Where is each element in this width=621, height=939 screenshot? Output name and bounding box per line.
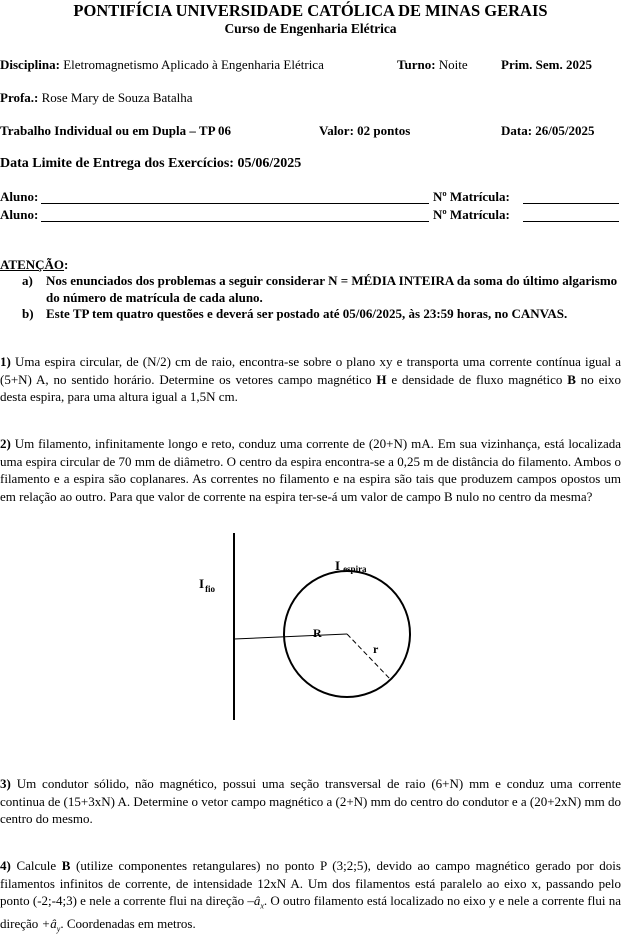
student-name-field-2[interactable] (41, 221, 429, 222)
question-number: 1) (0, 354, 11, 369)
work-value: Valor: 02 pontos (319, 123, 411, 138)
attention-title: ATENÇÃO (0, 257, 65, 272)
question-number: 4) (0, 858, 11, 873)
question-text: Uma espira circular, de (N/2) cm de raio, encontra-se sobre o plano xy e transporta uma corrente contínua igual a (5+N) A, no sentido horário. Determine os vetores campo magnético (0, 354, 621, 387)
matricula-field-2[interactable] (523, 221, 619, 222)
question-text: Um filamento, infinitamente longo e reto, conduz uma corrente de (20+N) mA. Em sua vizinhança, está localizada uma espira circular de 70 mm de diâmetro. O centro da espira encontra-se a 0,25 m de distância do filamento. Ambos o filamento e a espira são coplanares. As correntes no filamento e na espira são tais que produzem campos opostos um em relação ao outro. Para que valor de corrente na espira ter-se-á um valor de campo B nulo no centro da mesma? (0, 436, 621, 504)
professor-row (0, 90, 193, 106)
question-text: Calcule (10, 858, 62, 873)
radius-line (347, 634, 391, 680)
attention-item-text: Nos enunciados dos problemas a seguir considerar N = MÉDIA INTEIRA da soma do último algarismo do número de matrícula de cada aluno. (46, 273, 618, 305)
shift-value: Noite (438, 57, 468, 72)
university-title: PONTIFÍCIA UNIVERSIDADE CATÓLICA DE MINAS GERAIS (73, 1, 548, 20)
unit-vector-neg-x: $-â_x$ (247, 893, 264, 911)
attention-colon: : (64, 257, 69, 272)
shift-row (397, 57, 468, 73)
attention-item-label: b) (22, 306, 34, 321)
attention-item-a (22, 273, 620, 307)
attention-heading (0, 257, 68, 273)
question-4 (0, 857, 621, 939)
professor-value: Rose Mary de Souza Batalha (41, 90, 193, 105)
filament-loop-figure (0, 525, 621, 720)
question-text: Um condutor sólido, não magnético, possui uma seção transversal de raio (6+N) mm e conduz uma corrente continua de (15+3xN) A. Determine o vetor campo magnético a (2+N) mm do centro do condutor e a (20+2xN) mm do centro do mesmo. (0, 776, 621, 827)
question-text: . O outro filamento está localizado no eixo y e nele a corrente flui na direção (0, 893, 621, 932)
R-label: R (313, 626, 322, 640)
question-number: 3) (0, 776, 11, 791)
question-2 (0, 435, 621, 505)
student-label-2: Aluno: (0, 207, 39, 222)
i-espira-label: I espira (335, 558, 367, 574)
vector-h: H (376, 371, 387, 387)
question-text: (utilize componentes retangulares) no ponto P (3;2;5), devido ao campo magnético gerado por dois filamentos infinitos de corrente, de intensidade 12xN A. Um dos filamentos está paralelo ao eixo x, passando pelo ponto (-2;-4;3) e nele a corrente flui na direção (0, 858, 621, 909)
question-text: no eixo desta espira, para uma altura igual a 1,5N cm. (0, 371, 621, 405)
question-text: . Coordenadas em metros. (60, 916, 196, 932)
discipline-row (0, 57, 324, 73)
attention-item-label: a) (22, 273, 33, 288)
shift-label: Turno: (397, 57, 436, 72)
student-name-field-1[interactable] (41, 203, 429, 204)
deadline: Data Limite de Entrega dos Exercícios: 05/06/2025 (0, 156, 302, 171)
distance-line (234, 634, 347, 639)
professor-label: Profa.: (0, 90, 39, 105)
r-label: r (373, 642, 379, 656)
work-title: Trabalho Individual ou em Dupla – TP 06 (0, 123, 232, 138)
matricula-label-2: Nº Matrícula: (433, 207, 510, 222)
vector-b: B (567, 371, 576, 387)
student-label-1: Aluno: (0, 189, 39, 204)
matricula-label-1: Nº Matrícula: (433, 189, 510, 204)
unit-vector-pos-y: $+â_y$ (41, 916, 61, 934)
work-date: Data: 26/05/2025 (501, 123, 595, 138)
question-text: e densidade de fluxo magnético (386, 371, 568, 387)
semester: Prim. Sem. 2025 (501, 57, 592, 72)
question-3 (0, 775, 621, 828)
matricula-field-1[interactable] (523, 203, 619, 204)
question-1 (0, 353, 621, 406)
discipline-value: Eletromagnetismo Aplicado à Engenharia Elétrica (63, 57, 324, 72)
question-number: 2) (0, 436, 11, 451)
attention-item-text: Este TP tem quatro questões e deverá ser postado até 05/06/2025, às 23:59 horas, no CANVAS. (46, 306, 568, 321)
discipline-label: Disciplina: (0, 57, 60, 72)
i-fio-label: $I_{fio}$ (199, 576, 216, 594)
course-subtitle: Curso de Engenharia Elétrica (224, 21, 397, 36)
vector-b: B (61, 858, 71, 873)
attention-item-b (22, 306, 620, 323)
